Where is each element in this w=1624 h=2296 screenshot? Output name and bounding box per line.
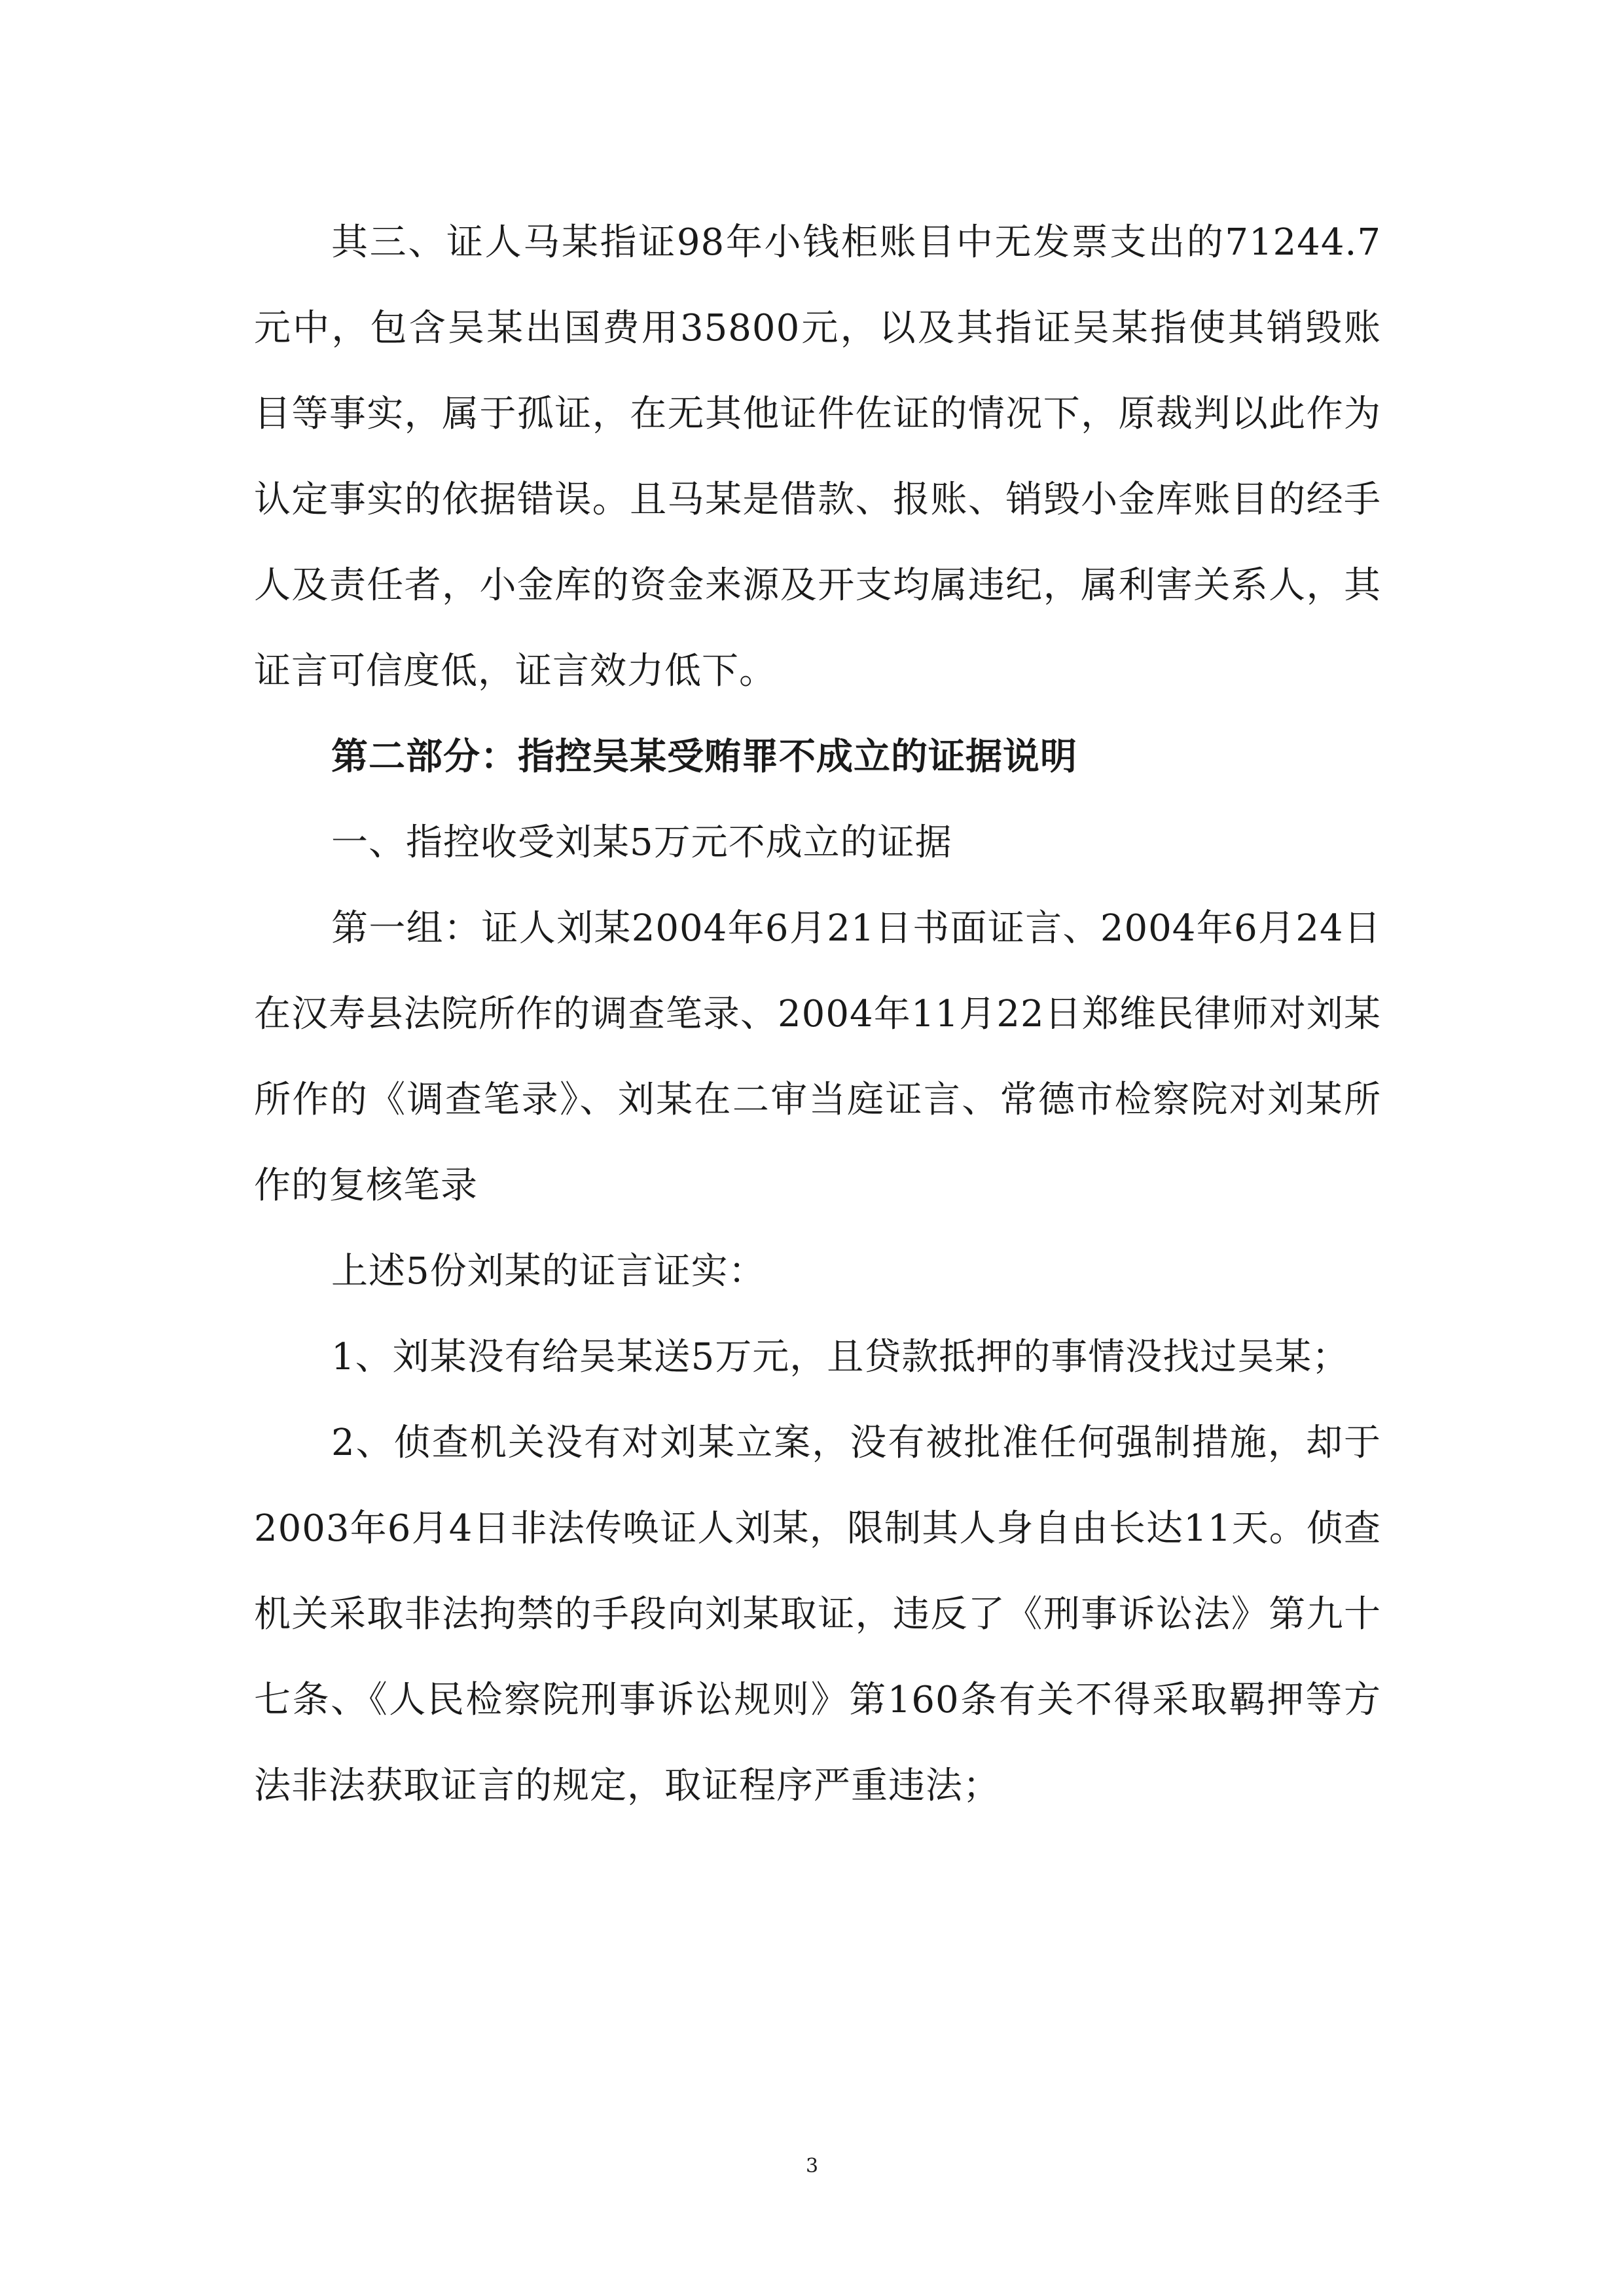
page-number: 3 [805, 2155, 819, 2178]
list-item-1: 1、刘某没有给吴某送5万元，且贷款抵押的事情没找过吴某； [331, 1336, 1350, 1378]
section-heading-part-two: 第二部分：指控吴某受贿罪不成立的证据说明 [331, 735, 1077, 778]
document-body [254, 200, 1381, 1829]
subheading-liu-50000: 一、指控收受刘某5万元不成立的证据 [331, 821, 952, 864]
paragraph-witness-ma: 其三、证人马某指证98年小钱柜账目中无发票支出的71244.7元中，包含吴某出国费用35800元，以及其指证吴某指使其销毁账目等事实，属于孤证，在无其他证件佐证的情况下，原裁判以此作为认定事实的依据错误。且马某是借款、报账、销毁小金库账目的经手人及责任者，小金库的资金来源及开支均属违纪，属利害关系人，其证言可信度低，证言效力低下。 [254, 221, 1381, 692]
list-item-2: 2、侦查机关没有对刘某立案，没有被批准任何强制措施，却于2003年6月4日非法传唤证人刘某，限制其人身自由长达11天。侦查机关采取非法拘禁的手段向刘某取证，违反了《刑事诉讼法》第九十七条、《人民检察院刑事诉讼规则》第160条有关不得采取羁押等方法非法获取证言的规定，取证程序严重违法； [254, 1422, 1381, 1807]
paragraph-testimony-intro: 上述5份刘某的证言证实： [331, 1250, 766, 1293]
paragraph-group-one: 第一组：证人刘某2004年6月21日书面证言、2004年6月24日在汉寿县法院所作的调查笔录、2004年11月22日郑维民律师对刘某所作的《调查笔录》、刘某在二审当庭证言、常德市检察院对刘某所作的复核笔录 [254, 907, 1381, 1207]
